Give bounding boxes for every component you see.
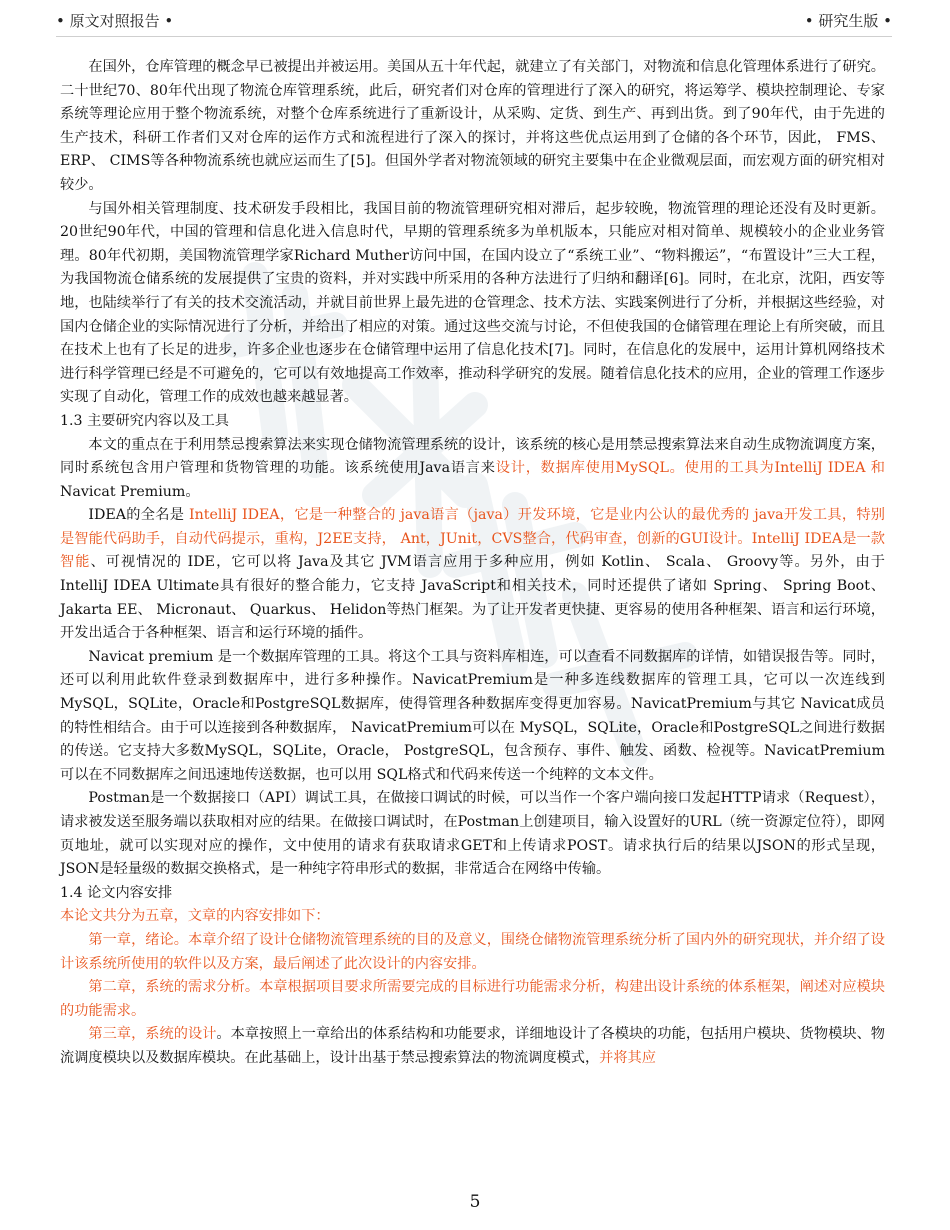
paragraph-chapter-3	[60, 1023, 885, 1070]
header-left-label: • 原文对照报告 •	[56, 11, 174, 30]
paragraph-chapter-overview: 本论文共分为五章，文章的内容安排如下：	[60, 908, 330, 925]
paragraph-idea-intro	[60, 504, 885, 646]
section-heading-1-3: 1.3 主要研究内容以及工具	[60, 412, 229, 429]
paragraph-navicat: Navicat premium 是一个数据库管理的工具。将这个工具与资料库相连，可以查看不同数据库的详情，如错误报告等。同时，还可以利用此软件登录到数据库中，进行多种操作。NavicatPremium是一种多连线数据库的管理工具，它可以一次连线到MySQL，SQLite，Oracle和PostgreSQL数据库，使得管理各种数据库变得更加容易。NavicatPremium与其它 Navicat成员的特性相结合。由于可以连接到各种数据库， NavicatPremium可以在 MySQL，SQLite，Oracle和PostgreSQL之间进行数据的传送。它支持大多数MySQL，SQLite，Oracle， PostgreSQL，包含预存、事件、触发、函数、检视等。NavicatPremium可以在不同数据库之间迅速地传送数据，也可以用 SQL格式和代码来传送一个纯粹的文本文件。	[60, 648, 885, 783]
document-body	[60, 56, 885, 1071]
highlighted-text-segment: 设计，数据库使用MySQL。使用的工具为IntelliJ IDEA 和	[495, 460, 885, 477]
paragraph-domestic-research: 与国外相关管理制度、技术研发手段相比，我国目前的物流管理研究相对滞后，起步较晚，物流管理的理论还没有及时更新。20世纪90年代，中国的管理和信息化进入信息时代，早期的管理系统多为单机版本，只能应对相对简单、规模较小的企业业务管理。80年代初期，美国物流管理学家Richard Muther访问中国，在国内设立了“系统工业”、“物料搬运”，“布置设计”三大工程，为我国物流仓储系统的发展提供了宝贵的资料，并对实践中所采用的各种方法进行了归纳和翻译[6]。同时，在北京，沈阳，西安等地，也陆续举行了有关的技术交流活动，并就目前世界上最先进的仓管理念、技术方法、实践案例进行了分析，并根据这些经验，对国内仓储企业的实际情况进行了分析，并给出了相应的对策。通过这些交流与讨论，不但使我国的仓储管理在理论上有所突破，而且在技术上也有了长足的进步，许多企业也逐步在仓储管理中运用了信息化技术[7]。同时，在信息化的发展中，运用计算机网络技术进行科学管理已经是不可避免的，它可以有效地提高工作效率，推动科学研究的发展。随着信息化技术的应用，企业的管理工作逐步实现了自动化，管理工作的成效也越来越显著。	[60, 200, 885, 406]
paragraph-foreign-research: 在国外，仓库管理的概念早已被提出并被运用。美国从五十年代起，就建立了有关部门，对物流和信息化管理体系进行了研究。二十世纪70、80年代出现了物流仓库管理系统，此后，研究者们对仓库的管理进行了深入的研究，将运筹学、模块控制理论、专家系统等理论应用于整个物流系统，对整个仓库系统进行了重新设计，从采购、定货、到生产、再到出货。到了90年代，由于先进的生产技术，科研工作者们又对仓库的运作方式和流程进行了深入的探讨，并将这些优点运用到了仓储的各个环节，因此， FMS、 ERP、 CIMS等各种物流系统也就应运而生了[5]。但国外学者对物流领域的研究主要集中在企业微观层面，而宏观方面的研究相对较少。	[60, 59, 885, 193]
header-divider	[56, 36, 892, 37]
highlighted-text-segment: 并将其应	[599, 1049, 656, 1066]
page-header	[56, 8, 892, 32]
text-segment: 、可视情况的 IDE，它可以将 Java及其它 JVM语言应用于多种应用，例如 Kotlin、 Scala、 Groovy等。另外，由于 IntelliJ IDEA Ultimate具有很好的整合能力，它支持 JavaScript和相关技术，同时还提供了诸如 Spring、 Spring Boot、 Jakarta EE、 Micronaut、 Quarkus、 Helidon等热门框架。为了让开发者更快捷、更容易的使用各种框架、语言和运行环境，开发出适合于各种框架、语言和运行环境的插件。	[60, 554, 885, 642]
page-number: 5	[469, 1192, 481, 1212]
section-heading-1-4: 1.4 论文内容安排	[60, 884, 173, 901]
paragraph-chapter-2: 第二章，系统的需求分析。本章根据项目要求所需要完成的目标进行功能需求分析，构建出设计系统的体系框架，阐述对应模块的功能需求。	[60, 979, 885, 1019]
paragraph-research-focus	[60, 434, 885, 505]
paragraph-postman: Postman是一个数据接口（API）调试工具，在做接口调试的时候，可以当作一个客户端向接口发起HTTP请求（Request），请求被发送至服务端以获取相对应的结果。在做接口调试时，在Postman上创建项目，输入设置好的URL（统一资源定位符），即网页地址，就可以实现对应的操作，文中使用的请求有获取请求GET和上传请求POST。请求执行后的结果以JSON的形式呈现，JSON是轻量级的数据交换格式，是一种纯字符串形式的数据，非常适合在网络中传输。	[60, 790, 885, 878]
paragraph-chapter-1: 第一章，绪论。本章介绍了设计仓储物流管理系统的目的及意义，围绕仓储物流管理系统分析了国内外的研究现状，并介绍了设计该系统所使用的软件以及方案，最后阐述了此次设计的内容安排。	[60, 931, 885, 972]
text-segment: Navicat Premium。	[60, 483, 200, 500]
highlighted-text-segment: IntelliJ IDEA，它是一种整合的 java语言（java）开发环境，它是业内公认的最优秀的 java开发工具，特别是智能代码助手，自动代码提示，重构，J2EE支持， Ant，JUnit，CVS整合，代码审查，创新的GUI设计。IntelliJ IDEA是一款智能	[60, 507, 885, 571]
header-right-label: • 研究生版 •	[804, 11, 892, 30]
highlighted-text-segment: 第三章，系统的设计	[88, 1026, 217, 1043]
text-segment: 本文的重点在于利用禁忌搜索算法来实现仓储物流管理系统的设计，该系统的核心是用禁忌搜索算法来自动生成物流调度方案，同时系统包含用户管理和货物管理的功能。该系统使用Java语言来	[60, 436, 885, 477]
text-segment: IDEA的全名是	[88, 507, 190, 524]
text-segment: 。本章按照上一章给出的体系结构和功能要求，详细地设计了各模块的功能，包括用户模块、货物模块、物流调度模块以及数据库模块。在此基础上，设计出基于禁忌搜索算法的物流调度模式，	[60, 1026, 885, 1066]
